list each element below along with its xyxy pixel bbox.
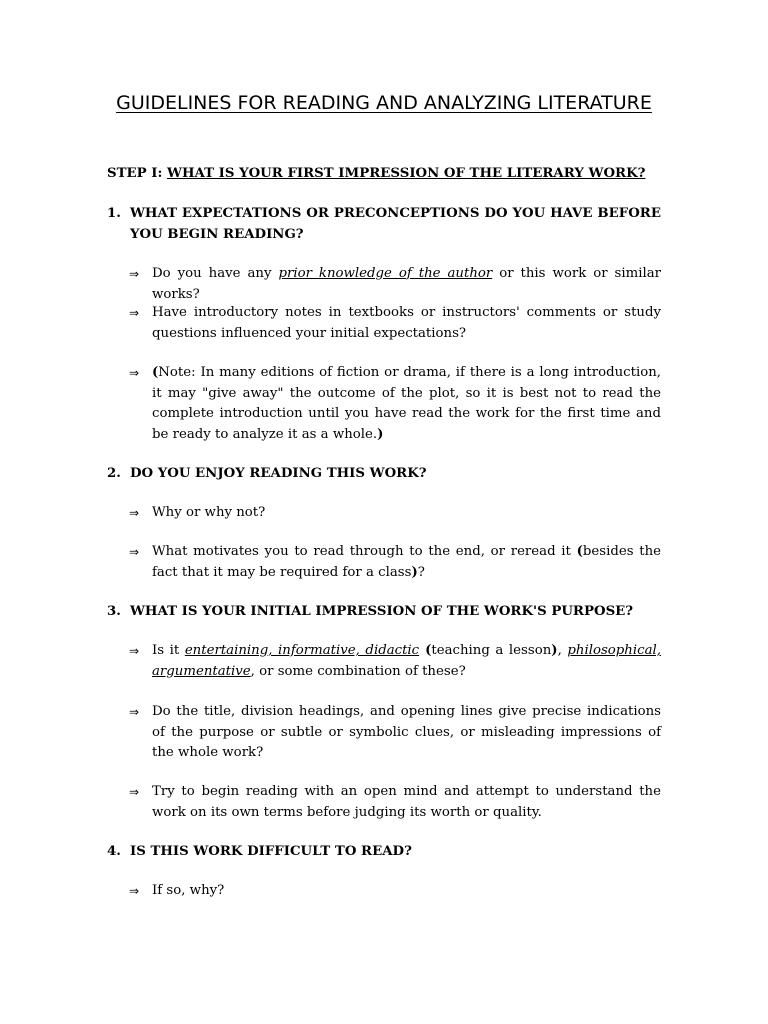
arrow-icon: ⇒ — [129, 267, 140, 281]
step-title: WHAT IS YOUR FIRST IMPRESSION OF THE LITERARY WORK? — [167, 166, 646, 181]
question-text: WHAT IS YOUR INITIAL IMPRESSION OF THE WORK'S PURPOSE? — [130, 604, 634, 619]
arrow-icon: ⇒ — [129, 705, 140, 719]
arrow-icon: ⇒ — [129, 306, 140, 320]
question-1 — [107, 204, 661, 245]
step-heading — [107, 164, 645, 185]
arrow-icon: ⇒ — [129, 506, 140, 520]
question-text: DO YOU ENJOY READING THIS WORK? — [130, 466, 427, 481]
bullet-item: ⇒ Do the title, division headings, and opening lines give precise indications of the purpose or subtle or symbolic clues, or misleading impressions of the whole work? — [129, 704, 661, 761]
emphasis-text: prior knowledge of the author — [278, 266, 493, 281]
emphasis-text: entertaining, informative, didactic — [184, 643, 420, 658]
question-text: IS THIS WORK DIFFICULT TO READ? — [130, 844, 412, 859]
arrow-icon: ⇒ — [129, 545, 140, 559]
bullet-item: ⇒ Why or why not? — [129, 503, 661, 524]
question-3 — [107, 602, 661, 623]
question-number: 2. — [107, 466, 121, 481]
page-title: GUIDELINES FOR READING AND ANALYZING LITERATURE — [116, 92, 652, 114]
bullet-item: ⇒ Is it entertaining, informative, didactic (teaching a lesson), philosophical, argumentative, or some combination of these? — [129, 643, 661, 679]
step-prefix: STEP I: — [107, 166, 168, 181]
arrow-icon: ⇒ — [129, 884, 140, 898]
arrow-icon: ⇒ — [129, 366, 140, 380]
emphasis-text: philosophical, argumentative — [152, 643, 661, 679]
bullet-item: ⇒ Try to begin reading with an open mind and attempt to understand the work on its own terms before judging its worth or quality. — [129, 784, 661, 820]
question-text: WHAT EXPECTATIONS OR PRECONCEPTIONS DO YOU HAVE BEFORE YOU BEGIN READING? — [130, 206, 661, 242]
question-number: 4. — [107, 844, 121, 859]
question-4 — [107, 842, 661, 863]
bullet-item: ⇒ Do you have any prior knowledge of the author or this work or similar works? — [129, 266, 662, 302]
bullet-item: ⇒ If so, why? — [129, 881, 661, 902]
bullet-item: ⇒ (Note: In many editions of fiction or drama, if there is a long introduction, it may "give away" the outcome of the plot, so it is best not to read the complete introduction until you have read the work for the first time and be ready to analyze it as a whole.) — [129, 365, 661, 442]
bullet-item: ⇒ What motivates you to read through to the end, or reread it (besides the fact that it may be required for a class)? — [129, 544, 661, 580]
question-number: 3. — [107, 604, 121, 619]
bullet-item: ⇒ Have introductory notes in textbooks or instructors' comments or study questions influenced your initial expectations? — [129, 305, 661, 341]
arrow-icon: ⇒ — [129, 644, 140, 658]
question-number: 1. — [107, 206, 121, 221]
arrow-icon: ⇒ — [129, 785, 140, 799]
question-2 — [107, 464, 661, 485]
